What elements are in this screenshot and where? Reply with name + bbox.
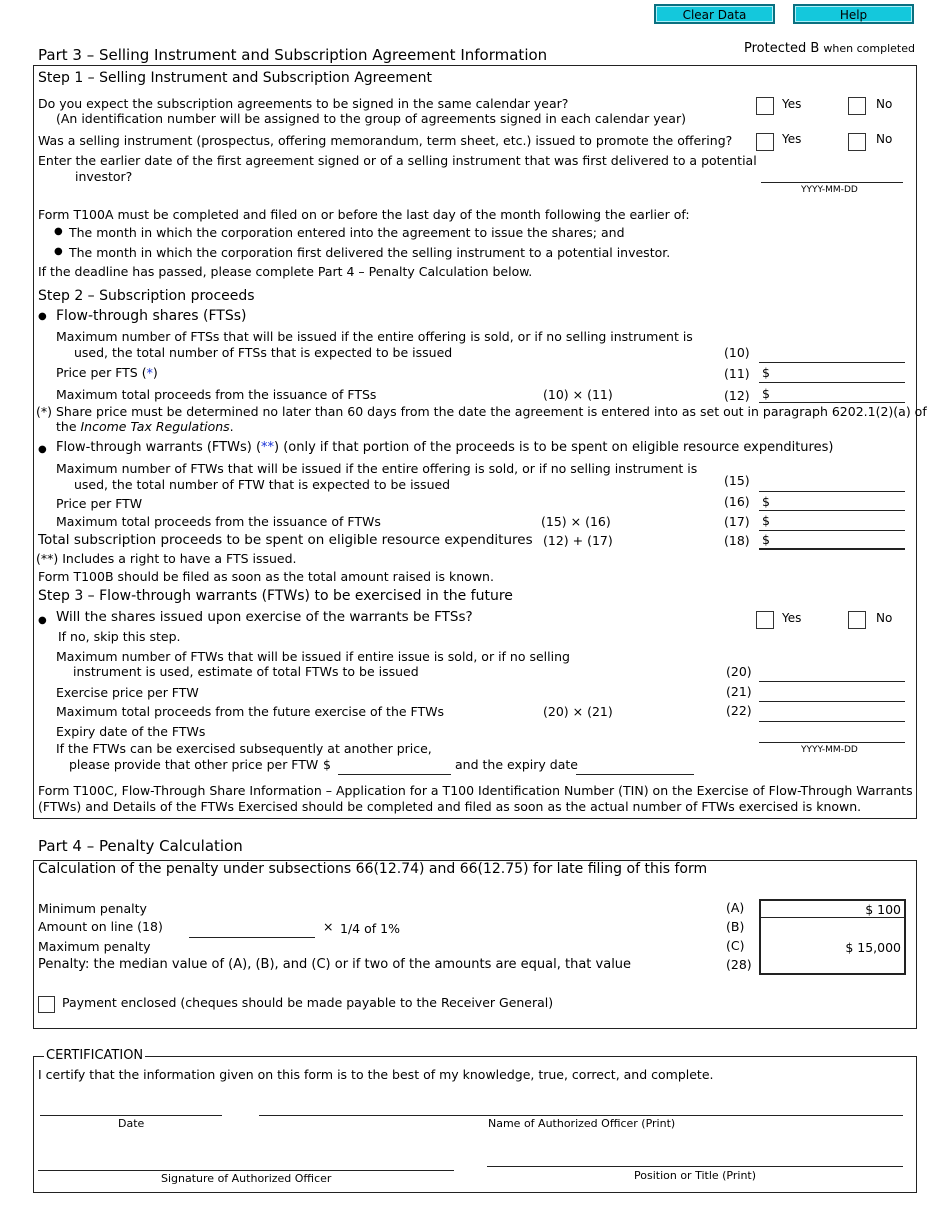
line22-field[interactable] xyxy=(759,721,905,722)
fts-heading: Flow-through shares (FTSs) xyxy=(56,308,247,324)
code-18: (18) xyxy=(724,533,750,548)
note-pre: the xyxy=(56,419,81,434)
line18-field[interactable] xyxy=(759,548,905,550)
max-penalty-value: $ 15,000 xyxy=(845,940,901,955)
line20-text-cont: instrument is used, estimate of total FTWs to be issued xyxy=(73,664,419,679)
bullet-icon: ● xyxy=(38,311,47,322)
other-price-text-cont: please provide that other price per FTW xyxy=(69,757,319,772)
step2-title: Step 2 – Subscription proceeds xyxy=(38,288,255,304)
line15-text: Maximum number of FTWs that will be issued if the entire offering is sold, or if no selling instrument is xyxy=(56,461,698,476)
q3-text: Enter the earlier date of the first agreement signed or of a selling instrument that was first delivered to a potential xyxy=(38,153,757,168)
expiry-date-hint: YYYY-MM-DD xyxy=(801,745,858,755)
step3-yes-label: Yes xyxy=(782,611,802,625)
min-penalty-value: $ 100 xyxy=(865,902,901,917)
line10-field[interactable] xyxy=(759,362,905,363)
line22-text: Maximum total proceeds from the future exercise of the FTWs xyxy=(56,704,445,719)
line21-field[interactable] xyxy=(759,701,905,702)
line10-text: Maximum number of FTSs that will be issued if the entire offering is sold, or if no selling instrument is xyxy=(56,329,693,344)
q2-no-checkbox[interactable] xyxy=(848,133,866,151)
q3-text-cont: investor? xyxy=(75,169,133,184)
expiry-text: Expiry date of the FTWs xyxy=(56,724,206,739)
bullet-icon: ● xyxy=(38,615,47,626)
q2-no-label: No xyxy=(876,132,893,146)
bullet-icon: ● xyxy=(54,246,63,257)
max-penalty-text: Maximum penalty xyxy=(38,939,151,954)
q1-yes-checkbox[interactable] xyxy=(756,97,774,115)
code-12: (12) xyxy=(724,388,750,403)
code-B: (B) xyxy=(726,919,745,934)
line16-dollar: $ xyxy=(762,494,770,509)
line18-formula: (12) + (17) xyxy=(543,533,613,548)
amount-line18-field[interactable] xyxy=(189,937,315,938)
code-A: (A) xyxy=(726,900,745,915)
q1-note: (An identification number will be assigned to the group of agreements signed in each calendar year) xyxy=(56,111,686,126)
protected-suffix: when completed xyxy=(823,42,915,55)
code-17: (17) xyxy=(724,514,750,529)
part4-title: Part 4 – Penalty Calculation xyxy=(38,837,243,855)
bullet-icon: ● xyxy=(38,444,47,455)
line17-field[interactable] xyxy=(759,530,905,531)
t100b-text: Form T100B should be filed as soon as the total amount raised is known. xyxy=(38,569,494,584)
position-field[interactable] xyxy=(487,1166,903,1167)
share-price-note-cont xyxy=(56,419,234,434)
dstar-note: (**) Includes a right to have a FTS issued. xyxy=(36,551,297,566)
line11-paren: ) xyxy=(152,365,158,380)
code-10: (10) xyxy=(724,345,750,360)
date-field[interactable] xyxy=(40,1115,222,1116)
help-button[interactable]: Help xyxy=(793,4,914,24)
certification-legend: CERTIFICATION xyxy=(46,1048,144,1063)
signature-label: Signature of Authorized Officer xyxy=(161,1172,332,1185)
line18-text: Total subscription proceeds to be spent on eligible resource expenditures xyxy=(38,532,533,548)
line12-text: Maximum total proceeds from the issuance of FTSs xyxy=(56,387,377,402)
line10-text-cont: used, the total number of FTSs that is expected to be issued xyxy=(74,345,453,360)
clear-data-button[interactable]: Clear Data xyxy=(654,4,775,24)
code-21: (21) xyxy=(726,684,752,699)
rate-text: 1/4 of 1% xyxy=(340,921,400,936)
protected-b: Protected B xyxy=(744,41,820,56)
q2-text: Was a selling instrument (prospectus, offering memorandum, term sheet, etc.) issued to promote the offering? xyxy=(38,133,733,148)
step1-title: Step 1 – Selling Instrument and Subscription Agreement xyxy=(38,70,432,86)
note-post: . xyxy=(229,419,234,434)
line16-text: Price per FTW xyxy=(56,496,143,511)
protected-label xyxy=(744,41,915,56)
ftw-heading-a: Flow-through warrants (FTWs) ( xyxy=(56,440,262,455)
code-11: (11) xyxy=(724,366,750,381)
line16-field[interactable] xyxy=(759,510,905,511)
certify-text: I certify that the information given on this form is to the best of my knowledge, true, correct, and complete. xyxy=(38,1067,714,1082)
code-15: (15) xyxy=(724,473,750,488)
step3-title: Step 3 – Flow-through warrants (FTWs) to be exercised in the future xyxy=(38,588,513,604)
min-penalty-text: Minimum penalty xyxy=(38,901,147,916)
footnote-dstar-link[interactable]: ** xyxy=(261,440,275,455)
part3-title: Part 3 – Selling Instrument and Subscription Agreement Information xyxy=(38,46,548,64)
t100c-text-cont: (FTWs) and Details of the FTWs Exercised should be completed and filed as soon as the actual number of FTWs exercised is known. xyxy=(38,799,862,814)
ftw-heading xyxy=(56,440,833,455)
code-20: (20) xyxy=(726,664,752,679)
amount-line18-text: Amount on line (18) xyxy=(38,919,163,934)
divider xyxy=(760,917,905,918)
bullet1-text: The month in which the corporation entered into the agreement to issue the shares; and xyxy=(69,225,625,240)
skip-text: If no, skip this step. xyxy=(58,629,181,644)
q1-yes-label: Yes xyxy=(782,97,802,111)
code-22: (22) xyxy=(726,703,752,718)
line15-field[interactable] xyxy=(759,491,905,492)
q1-no-checkbox[interactable] xyxy=(848,97,866,115)
expiry-date-field[interactable] xyxy=(759,742,905,743)
other-price-field[interactable] xyxy=(338,774,451,775)
bullet-icon: ● xyxy=(54,226,63,237)
position-label: Position or Title (Print) xyxy=(634,1169,757,1182)
line12-dollar: $ xyxy=(762,386,770,401)
q2-yes-checkbox[interactable] xyxy=(756,133,774,151)
regulations-title: Income Tax Regulations xyxy=(80,419,230,434)
line17-formula: (15) × (16) xyxy=(541,514,611,529)
other-price-dollar: $ xyxy=(323,757,331,772)
first-date-field[interactable] xyxy=(761,182,903,183)
penalty-calc-text: Calculation of the penalty under subsections 66(12.74) and 66(12.75) for late filing of this form xyxy=(38,861,708,877)
line11-field[interactable] xyxy=(759,382,905,383)
line12-field[interactable] xyxy=(759,402,905,403)
ftw-heading-b: ) (only if that portion of the proceeds is to be spent on eligible resource expenditures) xyxy=(274,440,834,455)
payment-enclosed-checkbox[interactable] xyxy=(38,996,55,1013)
signature-field[interactable] xyxy=(38,1170,454,1171)
line11-dollar: $ xyxy=(762,365,770,380)
line11-label: Price per FTS ( xyxy=(56,365,147,380)
share-price-note: (*) Share price must be determined no later than 60 days from the date the agreement is entered into as set out in paragraph 6202.1(2)(a) of xyxy=(36,404,927,419)
q1-text: Do you expect the subscription agreements to be signed in the same calendar year? xyxy=(38,96,569,111)
bullet2-text: The month in which the corporation first delivered the selling instrument to a potential investor. xyxy=(69,245,671,260)
step3-yes-checkbox[interactable] xyxy=(756,611,774,629)
officer-name-field[interactable] xyxy=(259,1115,903,1116)
step3-no-checkbox[interactable] xyxy=(848,611,866,629)
date-label: Date xyxy=(118,1117,145,1130)
line20-text: Maximum number of FTWs that will be issued if entire issue is sold, or if no selling xyxy=(56,649,570,664)
payment-enclosed-text: Payment enclosed (cheques should be made payable to the Receiver General) xyxy=(62,995,554,1010)
step3-no-label: No xyxy=(876,611,893,625)
date-format-hint: YYYY-MM-DD xyxy=(801,185,858,195)
line15-text-cont: used, the total number of FTW that is expected to be issued xyxy=(74,477,451,492)
other-price-text: If the FTWs can be exercised subsequently at another price, xyxy=(56,741,432,756)
line11-text xyxy=(56,365,158,380)
officer-name-label: Name of Authorized Officer (Print) xyxy=(488,1117,676,1130)
code-C: (C) xyxy=(726,938,745,953)
footnote-star-link[interactable]: * xyxy=(146,365,153,380)
code-16: (16) xyxy=(724,494,750,509)
step3-question: Will the shares issued upon exercise of the warrants be FTSs? xyxy=(56,609,473,625)
line17-text: Maximum total proceeds from the issuance of FTWs xyxy=(56,514,381,529)
line22-formula: (20) × (21) xyxy=(543,704,613,719)
penalty-text: Penalty: the median value of (A), (B), and (C) or if two of the amounts are equal, that value xyxy=(38,957,632,972)
t100a-text: Form T100A must be completed and filed on or before the last day of the month following the earlier of: xyxy=(38,207,690,222)
code-28: (28) xyxy=(726,957,752,972)
and-expiry-text: and the expiry date xyxy=(455,757,578,772)
deadline-text: If the deadline has passed, please complete Part 4 – Penalty Calculation below. xyxy=(38,264,533,279)
t100c-text: Form T100C, Flow-Through Share Information – Application for a T100 Identification Number (TIN) on the Exercise of Flow-Through Warrants xyxy=(38,783,913,798)
line21-text: Exercise price per FTW xyxy=(56,685,199,700)
line12-formula: (10) × (11) xyxy=(543,387,613,402)
q1-no-label: No xyxy=(876,97,893,111)
line20-field[interactable] xyxy=(759,681,905,682)
line18-dollar: $ xyxy=(762,532,770,547)
other-expiry-field[interactable] xyxy=(576,774,694,775)
line17-dollar: $ xyxy=(762,513,770,528)
q2-yes-label: Yes xyxy=(782,132,802,146)
times-sign: × xyxy=(323,919,334,934)
